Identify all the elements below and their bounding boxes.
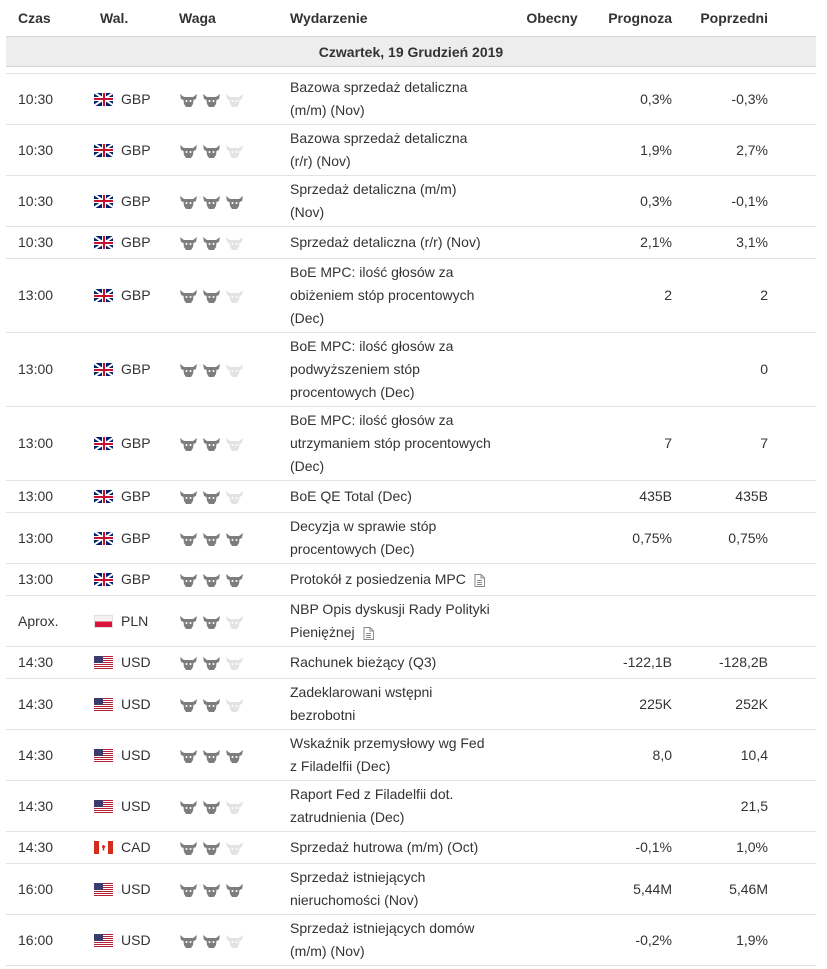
event-time: 13:00: [6, 407, 94, 481]
currency-cell: [94, 795, 179, 818]
flag-pl-icon: [94, 615, 113, 628]
event-forecast: 1,9%: [582, 125, 676, 176]
importance-rating: [179, 748, 290, 763]
event-name-line[interactable]: Bazowa sprzedaż detaliczna: [290, 79, 468, 95]
event-name-line[interactable]: BoE MPC: ilość głosów za: [290, 412, 454, 428]
bull-active-icon: [202, 933, 221, 948]
event-name-line[interactable]: Sprzedaż istniejących domów: [290, 920, 475, 936]
event-actual: [522, 647, 582, 679]
event-time: Aprox.: [6, 596, 94, 647]
bull-active-icon: [179, 614, 198, 629]
event-previous: 3,1%: [676, 227, 816, 259]
bull-active-icon: [179, 436, 198, 451]
currency-code: GBP: [121, 435, 151, 451]
event-time: 13:00: [6, 333, 94, 407]
bull-active-icon: [179, 697, 198, 712]
event-name[interactable]: [290, 730, 522, 781]
flag-us-icon: [94, 656, 113, 669]
event-row[interactable]: [6, 259, 816, 333]
bull-inactive-icon: [225, 92, 244, 107]
event-name-line[interactable]: Bazowa sprzedaż detaliczna: [290, 130, 468, 146]
event-forecast: -122,1B: [582, 647, 676, 679]
event-row[interactable]: [6, 781, 816, 832]
event-previous: 21,5: [676, 781, 816, 832]
event-row[interactable]: [6, 832, 816, 864]
event-row[interactable]: [6, 407, 816, 481]
event-actual: [522, 227, 582, 259]
event-name[interactable]: [290, 596, 522, 647]
bull-active-icon: [202, 748, 221, 763]
event-forecast: 0,75%: [582, 513, 676, 564]
currency-cell: [94, 878, 179, 901]
flag-us-icon: [94, 800, 113, 813]
bull-inactive-icon: [225, 614, 244, 629]
event-name-line[interactable]: podwyższeniem stóp: [290, 361, 420, 377]
bull-inactive-icon: [225, 362, 244, 377]
event-row[interactable]: [6, 125, 816, 176]
event-forecast: 5,44M: [582, 864, 676, 915]
event-row[interactable]: [6, 227, 816, 259]
bull-active-icon: [225, 194, 244, 209]
event-previous: -128,2B: [676, 647, 816, 679]
event-actual: [522, 915, 582, 966]
currency-cell: [94, 139, 179, 162]
event-actual: [522, 596, 582, 647]
bull-active-icon: [225, 882, 244, 897]
event-time: 10:30: [6, 125, 94, 176]
event-time: 14:30: [6, 832, 94, 864]
event-forecast: 2: [582, 259, 676, 333]
event-actual: [522, 407, 582, 481]
bull-active-icon: [179, 531, 198, 546]
importance-rating: [179, 92, 290, 107]
event-previous: 252K: [676, 679, 816, 730]
bull-inactive-icon: [225, 799, 244, 814]
currency-cell: [94, 929, 179, 952]
bull-active-icon: [202, 235, 221, 250]
bull-active-icon: [202, 143, 221, 158]
event-row[interactable]: [6, 333, 816, 407]
event-name-line[interactable]: (m/m) (Nov): [290, 102, 365, 118]
event-time: 14:30: [6, 781, 94, 832]
event-name-line[interactable]: Rachunek bieżący (Q3): [290, 654, 437, 670]
bull-active-icon: [202, 799, 221, 814]
bull-active-icon: [202, 92, 221, 107]
event-forecast: [582, 781, 676, 832]
importance-rating: [179, 840, 290, 855]
event-previous: 5,46M: [676, 864, 816, 915]
event-name-line[interactable]: Sprzedaż istniejących: [290, 869, 426, 885]
event-actual: [522, 176, 582, 227]
event-row[interactable]: [6, 564, 816, 596]
importance-rating: [179, 235, 290, 250]
flag-gb-icon: [94, 437, 113, 450]
bull-inactive-icon: [225, 933, 244, 948]
importance-rating: [179, 655, 290, 670]
event-forecast: 7: [582, 407, 676, 481]
currency-cell: [94, 432, 179, 455]
event-name-line[interactable]: (Dec): [290, 458, 325, 474]
bull-inactive-icon: [225, 840, 244, 855]
event-forecast: [582, 564, 676, 596]
event-forecast: 0,3%: [582, 176, 676, 227]
event-name-line[interactable]: utrzymaniem stóp procentowych: [290, 435, 491, 451]
bull-active-icon: [179, 288, 198, 303]
bull-active-icon: [202, 489, 221, 504]
event-forecast: -0,2%: [582, 915, 676, 966]
event-previous: -0,1%: [676, 176, 816, 227]
importance-rating: [179, 572, 290, 587]
currency-cell: [94, 485, 179, 508]
importance-rating: [179, 362, 290, 377]
bull-active-icon: [225, 748, 244, 763]
importance-rating: [179, 614, 290, 629]
currency-code: USD: [121, 746, 151, 763]
document-icon[interactable]: [474, 574, 485, 587]
flag-gb-icon: [94, 236, 113, 249]
flag-gb-icon: [94, 573, 113, 586]
currency-code: USD: [121, 654, 151, 670]
bull-active-icon: [202, 572, 221, 587]
event-forecast: 0,3%: [582, 74, 676, 125]
bull-active-icon: [179, 655, 198, 670]
bull-active-icon: [179, 235, 198, 250]
event-row[interactable]: [6, 176, 816, 227]
header-currency[interactable]: Wal.: [100, 10, 129, 26]
event-row[interactable]: [6, 513, 816, 564]
bull-inactive-icon: [225, 489, 244, 504]
header-weight[interactable]: Waga: [179, 10, 216, 26]
header-time[interactable]: Czas: [18, 10, 51, 26]
currency-code: GBP: [121, 361, 151, 377]
flag-gb-icon: [94, 363, 113, 376]
currency-code: GBP: [121, 287, 151, 303]
event-previous: [676, 596, 816, 647]
event-name[interactable]: [290, 679, 522, 730]
day-header-row: [6, 37, 816, 67]
bull-active-icon: [179, 194, 198, 209]
bull-active-icon: [202, 362, 221, 377]
importance-rating: [179, 194, 290, 209]
currency-code: GBP: [121, 488, 151, 504]
event-row[interactable]: [6, 915, 816, 966]
event-name[interactable]: [290, 513, 522, 564]
bull-active-icon: [179, 143, 198, 158]
event-forecast: 8,0: [582, 730, 676, 781]
bull-inactive-icon: [225, 655, 244, 670]
currency-code: CAD: [121, 839, 151, 855]
event-name-line[interactable]: (m/m) (Nov): [290, 943, 365, 959]
currency-code: USD: [121, 797, 151, 814]
currency-cell: [94, 568, 179, 591]
bull-active-icon: [179, 572, 198, 587]
bull-active-icon: [202, 531, 221, 546]
day-label: Czwartek, 19 Grudzień 2019: [6, 37, 816, 67]
bull-active-icon: [202, 882, 221, 897]
event-row[interactable]: [6, 74, 816, 125]
importance-rating: [179, 799, 290, 814]
event-name-line[interactable]: z Filadelfii (Dec): [290, 758, 391, 774]
bull-active-icon: [179, 362, 198, 377]
event-name[interactable]: [290, 259, 522, 333]
currency-cell: [94, 527, 179, 550]
bull-active-icon: [179, 799, 198, 814]
currency-cell: [94, 693, 179, 716]
bull-active-icon: [202, 655, 221, 670]
event-row[interactable]: [6, 481, 816, 513]
currency-cell: [94, 231, 179, 254]
bull-active-icon: [179, 882, 198, 897]
event-forecast: -0,1%: [582, 832, 676, 864]
event-time: 13:00: [6, 481, 94, 513]
event-name-line[interactable]: BoE MPC: ilość głosów za: [290, 264, 454, 280]
event-previous: 2,7%: [676, 125, 816, 176]
importance-rating: [179, 531, 290, 546]
importance-rating: [179, 288, 290, 303]
flag-us-icon: [94, 749, 113, 762]
importance-rating: [179, 882, 290, 897]
event-name[interactable]: [290, 125, 522, 176]
event-previous: 2: [676, 259, 816, 333]
event-forecast: 435B: [582, 481, 676, 513]
event-name-line[interactable]: Sprzedaż detaliczna (r/r) (Nov): [290, 234, 481, 250]
bull-inactive-icon: [225, 143, 244, 158]
event-time: 13:00: [6, 513, 94, 564]
event-forecast: [582, 596, 676, 647]
bull-inactive-icon: [225, 697, 244, 712]
importance-rating: [179, 143, 290, 158]
event-name[interactable]: [290, 864, 522, 915]
event-actual: [522, 864, 582, 915]
currency-code: USD: [121, 931, 151, 948]
flag-us-icon: [94, 934, 113, 947]
event-time: 14:30: [6, 730, 94, 781]
importance-rating: [179, 697, 290, 712]
bull-inactive-icon: [225, 436, 244, 451]
event-name-line[interactable]: Sprzedaż detaliczna (m/m): [290, 181, 457, 197]
event-forecast: 2,1%: [582, 227, 676, 259]
flag-gb-icon: [94, 490, 113, 503]
currency-code: USD: [121, 880, 151, 897]
event-name-line[interactable]: Zadeklarowani wstępni: [290, 684, 433, 700]
event-time: 16:00: [6, 915, 94, 966]
flag-us-icon: [94, 698, 113, 711]
bull-active-icon: [225, 531, 244, 546]
event-previous: 0,75%: [676, 513, 816, 564]
event-actual: [522, 730, 582, 781]
event-name-line[interactable]: Raport Fed z Filadelfii dot.: [290, 786, 454, 802]
currency-code: GBP: [121, 234, 151, 250]
event-row[interactable]: [6, 647, 816, 679]
header-row: [6, 0, 816, 37]
currency-code: USD: [121, 695, 151, 712]
currency-cell: [94, 284, 179, 307]
event-actual: [522, 564, 582, 596]
event-previous: 0: [676, 333, 816, 407]
event-name[interactable]: [290, 832, 522, 864]
flag-ca-icon: [94, 841, 113, 854]
event-actual: [522, 481, 582, 513]
event-actual: [522, 832, 582, 864]
document-icon[interactable]: [363, 627, 374, 640]
event-time: 14:30: [6, 679, 94, 730]
event-actual: [522, 679, 582, 730]
importance-rating: [179, 933, 290, 948]
importance-rating: [179, 436, 290, 451]
event-forecast: 225K: [582, 679, 676, 730]
header-previous[interactable]: Poprzedni: [700, 10, 768, 26]
event-previous: -0,3%: [676, 74, 816, 125]
bull-active-icon: [202, 697, 221, 712]
currency-cell: [94, 88, 179, 111]
flag-gb-icon: [94, 144, 113, 157]
currency-code: GBP: [121, 90, 151, 107]
event-time: 10:30: [6, 176, 94, 227]
event-time: 13:00: [6, 259, 94, 333]
event-time: 14:30: [6, 647, 94, 679]
flag-us-icon: [94, 883, 113, 896]
header-forecast[interactable]: Prognoza: [608, 10, 672, 26]
bull-active-icon: [202, 436, 221, 451]
event-name-line[interactable]: Decyzja w sprawie stóp: [290, 518, 437, 534]
currency-code: GBP: [121, 141, 151, 158]
currency-code: PLN: [121, 612, 149, 629]
event-name-line[interactable]: BoE MPC: ilość głosów za: [290, 338, 454, 354]
event-actual: [522, 74, 582, 125]
event-previous: 1,0%: [676, 832, 816, 864]
currency-code: GBP: [121, 192, 151, 209]
bull-inactive-icon: [225, 235, 244, 250]
event-name[interactable]: [290, 333, 522, 407]
event-name-line[interactable]: Wskaźnik przemysłowy wg Fed: [290, 735, 485, 751]
bull-active-icon: [202, 288, 221, 303]
flag-gb-icon: [94, 289, 113, 302]
event-name-line[interactable]: (r/r) (Nov): [290, 153, 351, 169]
flag-gb-icon: [94, 195, 113, 208]
event-actual: [522, 333, 582, 407]
event-row[interactable]: [6, 730, 816, 781]
event-name[interactable]: [290, 407, 522, 481]
event-name-line[interactable]: NBP Opis dyskusji Rady Polityki: [290, 601, 490, 617]
event-name-line[interactable]: nieruchomości (Nov): [290, 892, 419, 908]
event-name-line[interactable]: Sprzedaż hutrowa (m/m) (Oct): [290, 839, 479, 855]
bull-active-icon: [179, 840, 198, 855]
flag-gb-icon: [94, 93, 113, 106]
event-name[interactable]: [290, 227, 522, 259]
bull-active-icon: [179, 489, 198, 504]
event-name-line[interactable]: procentowych (Dec): [290, 541, 415, 557]
bull-active-icon: [202, 194, 221, 209]
currency-cell: [94, 744, 179, 767]
header-actual[interactable]: Obecny: [526, 10, 578, 26]
event-name-line[interactable]: obiżeniem stóp procentowych: [290, 287, 475, 303]
event-actual: [522, 781, 582, 832]
event-previous: [676, 564, 816, 596]
event-time: 13:00: [6, 564, 94, 596]
event-actual: [522, 125, 582, 176]
event-previous: 435B: [676, 481, 816, 513]
event-time: 16:00: [6, 864, 94, 915]
bull-active-icon: [225, 572, 244, 587]
event-time: 10:30: [6, 227, 94, 259]
event-name-line[interactable]: zatrudnienia (Dec): [290, 809, 405, 825]
calendar-table: [6, 0, 816, 966]
currency-cell: [94, 190, 179, 213]
currency-cell: [94, 358, 179, 381]
event-name[interactable]: [290, 915, 522, 966]
event-row[interactable]: [6, 596, 816, 647]
event-name-line[interactable]: (Dec): [290, 310, 325, 326]
event-name[interactable]: [290, 564, 522, 596]
event-name-line[interactable]: BoE QE Total (Dec): [290, 488, 412, 504]
event-name[interactable]: [290, 176, 522, 227]
importance-rating: [179, 489, 290, 504]
bull-active-icon: [202, 614, 221, 629]
currency-cell: [94, 651, 179, 674]
event-name-line[interactable]: Protokół z posiedzenia MPC: [290, 568, 514, 591]
flag-gb-icon: [94, 532, 113, 545]
bull-active-icon: [179, 92, 198, 107]
bull-active-icon: [179, 933, 198, 948]
event-name[interactable]: [290, 74, 522, 125]
event-actual: [522, 259, 582, 333]
currency-cell: [94, 836, 179, 859]
event-name-line[interactable]: (Nov): [290, 204, 325, 220]
event-previous: 7: [676, 407, 816, 481]
event-forecast: [582, 333, 676, 407]
currency-code: GBP: [121, 529, 151, 546]
event-actual: [522, 513, 582, 564]
event-previous: 1,9%: [676, 915, 816, 966]
spacer-row: [6, 67, 816, 74]
event-previous: 10,4: [676, 730, 816, 781]
event-name-line[interactable]: Pieniężnej: [290, 621, 514, 644]
event-time: 10:30: [6, 74, 94, 125]
event-name[interactable]: [290, 481, 522, 513]
event-name[interactable]: [290, 781, 522, 832]
event-name-line[interactable]: procentowych (Dec): [290, 384, 415, 400]
event-name-line[interactable]: bezrobotni: [290, 707, 356, 723]
currency-code: GBP: [121, 571, 151, 587]
bull-active-icon: [202, 840, 221, 855]
event-name[interactable]: [290, 647, 522, 679]
event-row[interactable]: [6, 679, 816, 730]
bull-inactive-icon: [225, 288, 244, 303]
currency-cell: [94, 610, 179, 633]
header-event[interactable]: Wydarzenie: [290, 10, 368, 26]
bull-active-icon: [179, 748, 198, 763]
event-row[interactable]: [6, 864, 816, 915]
